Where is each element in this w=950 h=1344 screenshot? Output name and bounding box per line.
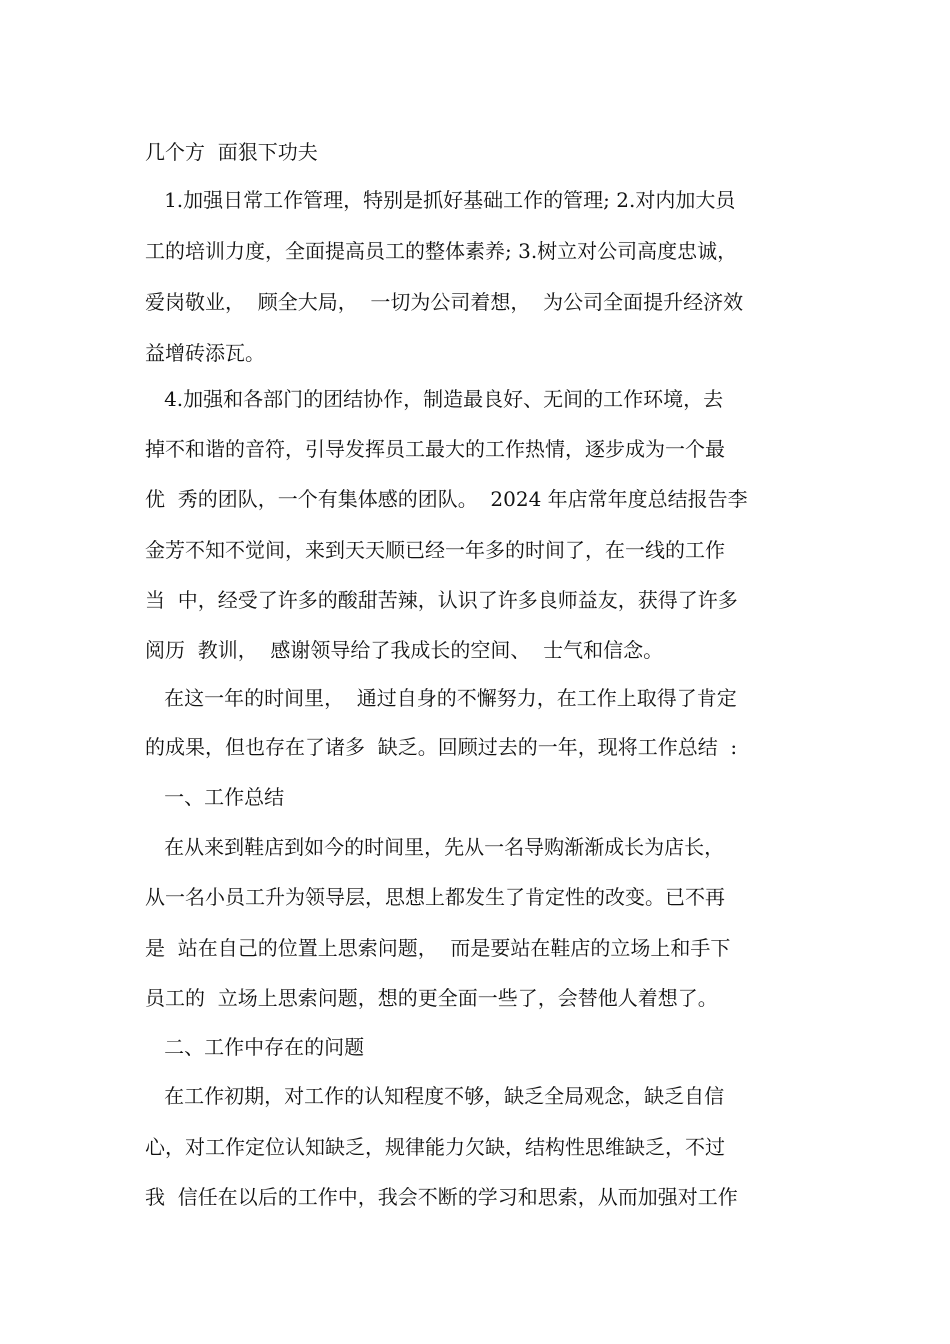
text-line-5: 益增砖添瓦。	[145, 341, 265, 365]
text-line-6: 4.加强和各部门的团结协作，制造最良好、无间的工作环境，去	[145, 387, 724, 411]
text-line-13: 的成果，但也存在了诸多 缺乏。回顾过去的一年，现将工作总结 :	[145, 735, 738, 759]
text-line-11: 阅历 教训， 感谢领导给了我成长的空间、 士气和信念。	[145, 638, 664, 662]
text-line-7: 掉不和谐的音符，引导发挥员工最大的工作热情，逐步成为一个最	[145, 437, 725, 461]
section-heading-2: 二、工作中存在的问题	[145, 1035, 365, 1059]
text-line-2: 1.加强日常工作管理，特别是抓好基础工作的管理; 2.对内加大员	[145, 188, 736, 212]
text-line-15: 在从来到鞋店到如今的时间里，先从一名导购渐渐成长为店长，	[145, 835, 725, 859]
text-line-21: 心，对工作定位认知缺乏，规律能力欠缺，结构性思维缺乏，不过	[145, 1135, 725, 1159]
text-line-3: 工的培训力度，全面提高员工的整体素养; 3.树立对公司高度忠诚，	[145, 239, 738, 263]
text-line-16: 从一名小员工升为领导层，思想上都发生了肯定性的改变。已不再	[145, 885, 725, 909]
text-line-9: 金芳不知不觉间，来到天天顺已经一年多的时间了，在一线的工作	[145, 538, 725, 562]
text-line-17: 是 站在自己的位置上思索问题， 而是要站在鞋店的立场上和手下	[145, 936, 731, 960]
text-line-18: 员工的 立场上思索问题，想的更全面一些了，会替他人着想了。	[145, 986, 718, 1010]
section-heading-1: 一、工作总结	[145, 785, 285, 809]
text-line-8: 优 秀的团队，一个有集体感的团队。 2024 年店常年度总结报告李	[145, 487, 748, 511]
text-line-4: 爱岗敬业， 顾全大局， 一切为公司着想， 为公司全面提升经济效	[145, 290, 744, 314]
text-line-20: 在工作初期，对工作的认知程度不够，缺乏全局观念，缺乏自信	[145, 1084, 725, 1108]
text-line-1: 几个方 面狠下功夫	[145, 140, 318, 164]
text-line-22: 我 信任在以后的工作中，我会不断的学习和思索，从而加强对工作	[145, 1185, 738, 1209]
text-line-10: 当 中，经受了许多的酸甜苦辣，认识了许多良师益友，获得了许多	[145, 588, 738, 612]
text-line-12: 在这一年的时间里， 通过自身的不懈努力，在工作上取得了肯定	[145, 686, 737, 710]
